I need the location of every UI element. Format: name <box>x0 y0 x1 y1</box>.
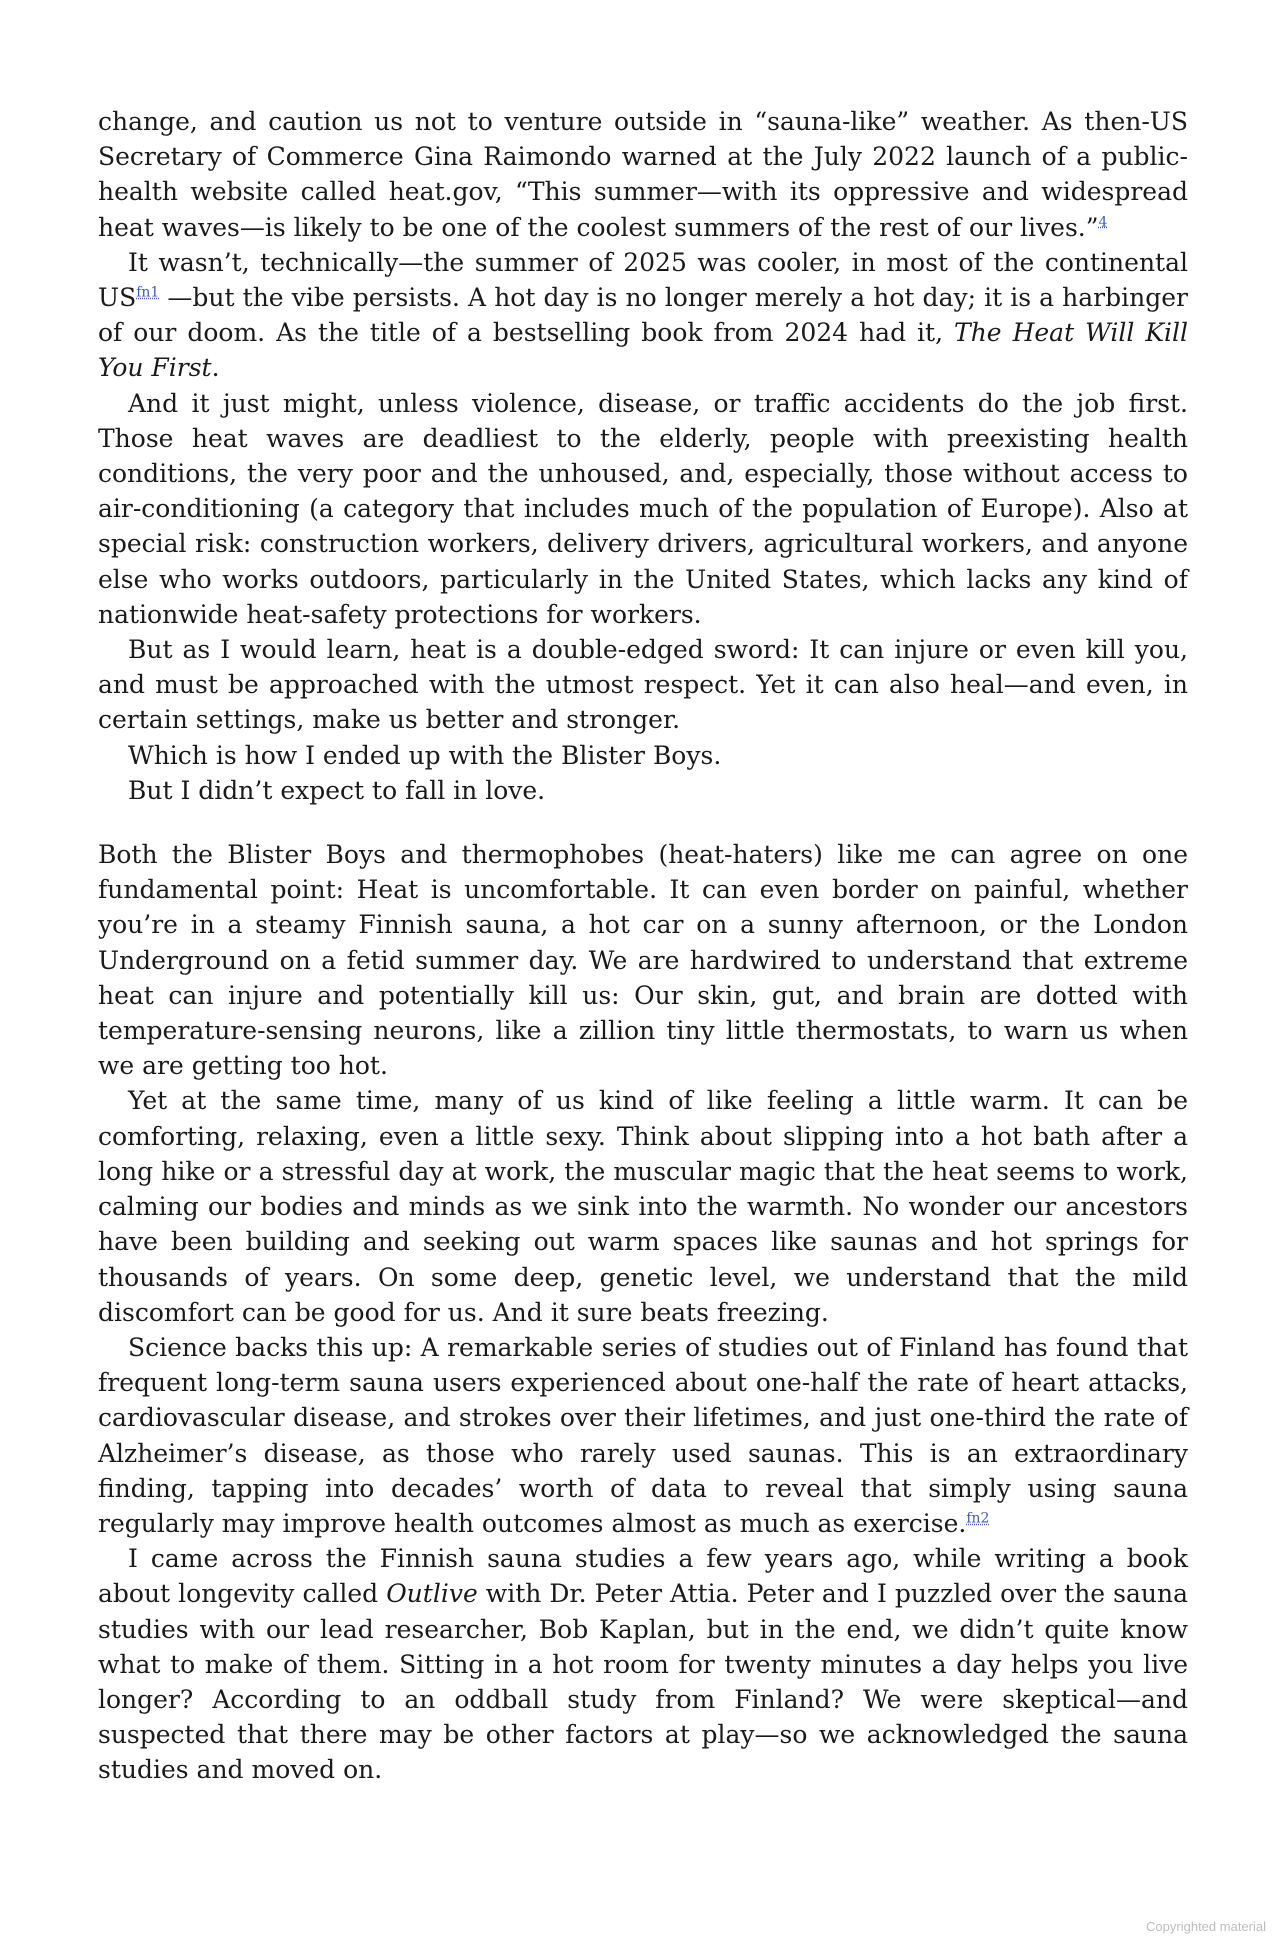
paragraph-p1 <box>98 104 1188 245</box>
paragraph-p5 <box>98 738 1188 773</box>
paragraph-p3 <box>98 386 1188 632</box>
footnote-link-fn1[interactable]: fn1 <box>136 284 160 301</box>
text-run: Both the Blister Boys and thermophobes (heat-haters) like me can agree on one fundamental point: Heat is uncomfortable. It can even border on painful, whether you’re in a steamy Finnish sauna, a hot car on a sunny afternoon, or the London Underground on a fetid summer day. We are hardwired to understand that extreme heat can injure and potentially kill us: Our skin, gut, and brain are dotted with temperature-sensing neurons, like a zillion tiny little thermostats, to warn us when we are getting too hot. <box>98 840 1188 1081</box>
paragraph-p8 <box>98 1083 1188 1329</box>
section-break <box>98 808 1188 837</box>
text-run: Which is how I ended up with the Blister Boys. <box>128 740 722 770</box>
text-run: Science backs this up: A remarkable series of studies out of Finland has found that frequent long-term sauna users experienced about one-half the rate of heart attacks, cardiovascular disease, and strokes over their lifetimes, and just one-third the rate of Alzheimer’s disease, as those who rarely used saunas. This is an extraordinary finding, tapping into decades’ worth of data to reveal that simply using sauna regularly may improve health outcomes almost as much as exercise. <box>98 1332 1188 1538</box>
paragraph-p10 <box>98 1541 1188 1787</box>
text-run: But as I would learn, heat is a double-edged sword: It can injure or even kill you, and must be approached with the utmost respect. Yet it can also heal—and even, in certain settings, make us better and stronger. <box>98 635 1188 735</box>
footnote-link-fn2[interactable]: fn2 <box>966 1510 990 1527</box>
text-run: I came across the Finnish sauna studies a few years ago, while writing a book about longevity called <box>98 1544 1188 1609</box>
copyright-watermark: Copyrighted material <box>1146 1919 1266 1934</box>
paragraph-p2 <box>98 245 1188 386</box>
text-run: —but the vibe persists. A hot day is no longer merely a hot day; it is a harbinger of our doom. As the title of a bestselling book from 2024 had it, <box>98 283 1188 348</box>
text-run: change, and caution us not to venture outside in “sauna-like” weather. As then-US Secretary of Commerce Gina Raimondo warned at the July 2022 launch of a public-health website called heat.gov, “This summer—with its oppressive and widespread heat waves—is likely to be one of the coolest summers of the rest of our lives.” <box>98 107 1188 242</box>
text-run: . <box>211 353 220 383</box>
italic-title: The Heat Will Kill You First <box>98 318 1188 383</box>
paragraph-p4 <box>98 632 1188 738</box>
text-run: Yet at the same time, many of us kind of like feeling a little warm. It can be comforting, relaxing, even a little sexy. Think about slipping into a hot bath after a long hike or a stressful day at work, the muscular magic that the heat seems to work, calming our bodies and minds as we sink into the warmth. No wonder our ancestors have been building and seeking out warm spaces like saunas and hot springs for thousands of years. On some deep, genetic level, we understand that the mild discomfort can be good for us. And it sure beats freezing. <box>98 1086 1188 1327</box>
text-run: with Dr. Peter Attia. Peter and I puzzled over the sauna studies with our lead researcher, Bob Kaplan, but in the end, we didn’t quite know what to make of them. Sitting in a hot room for twenty minutes a day helps you live longer? According to an oddball study from Finland? We were skeptical—and suspected that there may be other factors at play—so we acknowledged the sauna studies and moved on. <box>98 1579 1188 1785</box>
footnote-link-4[interactable]: 4 <box>1098 214 1108 231</box>
paragraph-p7 <box>98 837 1188 1083</box>
paragraph-p9 <box>98 1330 1188 1541</box>
paragraph-p6 <box>98 773 1188 808</box>
page-body <box>98 104 1188 1788</box>
text-run: And it just might, unless violence, disease, or traffic accidents do the job first. Those heat waves are deadliest to the elderly, people with preexisting health conditions, the very poor and the unhoused, and, especially, those without access to air-conditioning (a category that includes much of the population of Europe). Also at special risk: construction workers, delivery drivers, agricultural workers, and anyone else who works outdoors, particularly in the United States, which lacks any kind of nationwide heat-safety protections for workers. <box>98 388 1188 629</box>
italic-title: Outlive <box>386 1579 478 1609</box>
text-run: But I didn’t expect to fall in love. <box>128 775 546 805</box>
text-run: It wasn’t, technically—the summer of 2025 was cooler, in most of the continental US <box>98 247 1188 313</box>
